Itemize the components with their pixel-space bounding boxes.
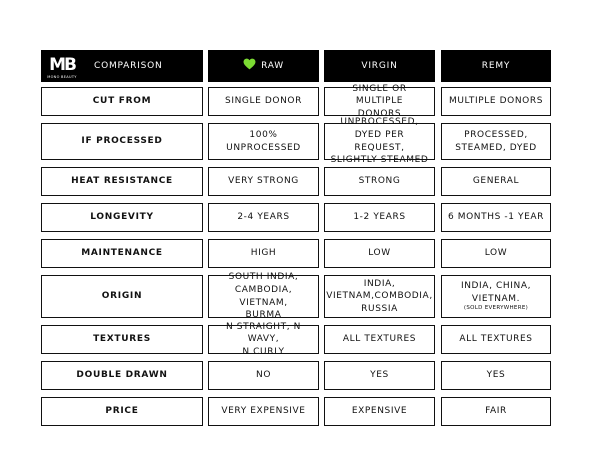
cell-raw	[208, 123, 319, 160]
raw-label: RAW	[261, 60, 284, 71]
cell-virgin	[324, 83, 435, 119]
cell-line: PROCESSED,	[464, 129, 528, 140]
cell-remy	[441, 87, 551, 116]
cell-text	[326, 278, 433, 316]
cell-line: STRONG	[358, 176, 401, 187]
cell-virgin	[324, 117, 435, 166]
cell-text	[352, 405, 407, 418]
cell-line: ALL TEXTURES	[459, 334, 533, 345]
row-label: MAINTENANCE	[81, 248, 163, 259]
logo-mark: MB	[49, 55, 75, 75]
cell-virgin	[324, 361, 435, 390]
cell-label	[41, 397, 203, 426]
cell-text	[485, 405, 507, 418]
cell-label	[41, 361, 203, 390]
cell-line: 1-2 YEARS	[353, 212, 406, 223]
heart-icon	[243, 58, 256, 75]
remy-label: REMY	[481, 60, 511, 71]
cell-text	[102, 290, 142, 303]
cell-text	[256, 369, 271, 382]
cell-text	[251, 247, 277, 260]
cell-line: LOW	[484, 248, 508, 259]
cell-line: RUSSIA	[361, 303, 398, 314]
cell-raw	[208, 361, 319, 390]
cell-line: STEAMED, DYED	[455, 142, 537, 153]
cell-text	[93, 333, 151, 346]
cell-raw	[208, 167, 319, 196]
cell-text	[328, 116, 431, 166]
cell-label	[41, 239, 203, 268]
cell-text	[459, 333, 532, 346]
row-label: CUT FROM	[92, 96, 152, 107]
cell-text	[81, 135, 162, 148]
cell-text	[212, 129, 315, 154]
cell-virgin	[324, 203, 435, 232]
cell-raw	[208, 203, 319, 232]
cell-text	[343, 333, 416, 346]
cell-raw	[208, 397, 319, 426]
cell-line: 100% UNPROCESSED	[226, 129, 301, 153]
cell-text	[448, 211, 544, 224]
comparison-label: COMPARISON	[94, 60, 163, 71]
logo-subtext: MONO BEAUTY	[47, 75, 77, 79]
brand-logo	[47, 55, 77, 81]
cell-line: HIGH	[250, 248, 277, 259]
cell-note: (SOLD EVERYWHERE)	[463, 305, 529, 312]
cell-text	[81, 247, 163, 260]
cell-line: SINGLE OR MULTIPLE	[352, 83, 407, 107]
cell-text	[228, 175, 299, 188]
cell-line: VERY EXPENSIVE	[221, 406, 306, 417]
cell-virgin	[324, 397, 435, 426]
cell-line: ALL TEXTURES	[342, 334, 417, 345]
cell-label	[41, 275, 203, 318]
cell-virgin	[324, 167, 435, 196]
cell-remy	[441, 275, 551, 318]
row-label: TEXTURES	[93, 334, 151, 345]
cell-remy	[441, 123, 551, 160]
cell-remy	[441, 203, 551, 232]
cell-line: 6 MONTHS -1 YEAR	[447, 212, 545, 223]
header-virgin	[324, 50, 435, 82]
cell-text	[461, 280, 531, 313]
row-label: LONGEVITY	[90, 212, 154, 223]
cell-text	[370, 369, 389, 382]
cell-raw	[208, 87, 319, 116]
cell-remy	[441, 361, 551, 390]
cell-text	[485, 247, 507, 260]
cell-text	[487, 369, 506, 382]
cell-line: N STRAIGHT, N WAVY,	[226, 321, 301, 345]
cell-text	[473, 175, 519, 188]
cell-text	[359, 175, 401, 188]
cell-line: DONORS	[357, 108, 402, 119]
row-label: HEAT RESISTANCE	[71, 176, 173, 187]
cell-line: SLIGHTLY STEAMED	[330, 155, 429, 166]
cell-text	[90, 211, 153, 224]
cell-label	[41, 325, 203, 354]
cell-text	[368, 247, 390, 260]
cell-line: LOW	[368, 248, 391, 259]
cell-line: CAMBODIA, VIETNAM,	[234, 284, 293, 308]
cell-virgin	[324, 239, 435, 268]
cell-remy	[441, 239, 551, 268]
cell-line: BURMA	[245, 310, 282, 321]
cell-label	[41, 167, 203, 196]
cell-line: N CURLY	[242, 346, 285, 357]
cell-text	[328, 83, 431, 121]
cell-text	[93, 95, 151, 108]
cell-virgin	[324, 325, 435, 354]
cell-text	[105, 405, 138, 418]
cell-text	[221, 405, 305, 418]
cell-text	[76, 369, 167, 382]
cell-line: SINGLE DONOR	[225, 96, 302, 107]
cell-virgin	[324, 275, 435, 318]
cell-remy	[441, 325, 551, 354]
heart-icon-svg	[243, 58, 256, 70]
cell-raw	[208, 239, 319, 268]
cell-line: VERY STRONG	[228, 176, 299, 187]
cell-line: FAIR	[485, 406, 507, 417]
cell-raw	[208, 321, 319, 357]
cell-line: NO	[255, 370, 272, 381]
cell-line: EXPENSIVE	[351, 406, 408, 417]
header-raw	[208, 50, 319, 82]
row-label: IF PROCESSED	[81, 136, 163, 147]
cell-text	[237, 211, 289, 224]
cell-line: SOUTH INDIA,	[228, 272, 299, 283]
virgin-label: VIRGIN	[361, 60, 398, 71]
header-remy	[441, 50, 551, 82]
cell-line: MULTIPLE DONORS	[448, 96, 544, 107]
cell-line: YES	[486, 370, 506, 381]
cell-text	[225, 95, 302, 108]
cell-text	[212, 271, 315, 321]
cell-line: GENERAL	[472, 176, 520, 187]
cell-line: INDIA, CHINA,	[460, 281, 532, 292]
cell-line: 2-4 YEARS	[237, 212, 290, 223]
cell-text	[212, 321, 315, 359]
cell-raw	[208, 272, 319, 321]
header-comparison	[41, 50, 203, 82]
row-label: ORIGIN	[101, 291, 143, 302]
cell-text	[71, 175, 173, 188]
row-label: DOUBLE DRAWN	[76, 370, 168, 381]
cell-remy	[441, 397, 551, 426]
cell-line: VIETNAM.	[471, 293, 521, 304]
cell-label	[41, 123, 203, 160]
cell-line: YES	[370, 370, 389, 381]
cell-text	[449, 95, 543, 108]
cell-label	[41, 87, 203, 116]
cell-remy	[441, 167, 551, 196]
cell-text	[455, 129, 537, 154]
cell-line: INDIA,	[363, 278, 396, 289]
cell-text	[353, 211, 405, 224]
row-label: PRICE	[105, 406, 139, 417]
cell-line: DYED PER REQUEST,	[354, 129, 405, 153]
cell-line: VIETNAM,COMBODIA,	[326, 291, 433, 302]
cell-line: UNPROCESSED,	[340, 117, 419, 128]
cell-label	[41, 203, 203, 232]
